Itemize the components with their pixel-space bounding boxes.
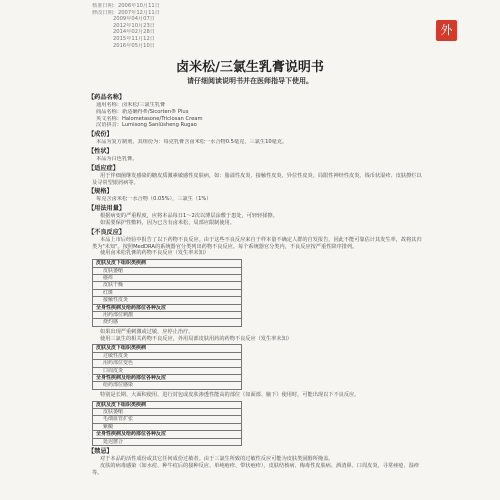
table-row (93, 312, 242, 319)
revision-date: 2015年11月12日 (113, 35, 155, 42)
revision-dates (92, 3, 242, 49)
table-item-cell: 毛细血管扩张 (93, 416, 242, 423)
revision-date: 2016年05月10日 (113, 42, 155, 49)
adverse-reaction-table (92, 259, 242, 327)
table-item-cell: 过敏性皮炎 (93, 352, 242, 359)
section-heading: 【禁忌】 (88, 448, 113, 456)
table-item-cell: 皮肤萎缩 (93, 409, 242, 416)
section-text: 本品为复方制剂，其组份为：每克乳膏含卤米松一水合物0.5毫克，三氯生10毫克。 (96, 139, 288, 146)
table-row (93, 282, 242, 289)
table-item-cell: 用药部位变色 (93, 360, 242, 367)
revision-date: 核准日期：2006年10月11日 (92, 3, 160, 9)
table-row (93, 267, 242, 274)
table-row (93, 297, 242, 304)
table-row (93, 304, 242, 311)
section-text: 本品上市后经验中报告了以下药物不良反应。由于这些不良反应来自于样本量不确定人群的自发报告，因此不能可靠估计其发生率，故将其归类为"未知"。按照MedDRA的系统器官分类列出药物不良反应。每个系统器官分类内，不良反应按严重性降序排列。 (92, 236, 422, 250)
revision-date: 2014年02月28日 (113, 29, 155, 36)
table-row (93, 375, 242, 382)
section-heading: 【药品名称】 (88, 94, 126, 101)
section-text: 如需要保护性敷料，因为已含有卤米松，局部应限制使用。 (100, 219, 235, 226)
section-text: 本品为白色乳膏。 (96, 155, 138, 162)
table-row (93, 382, 242, 389)
document-subtitle: 请仔细阅读说明书并在医师指导下使用。 (187, 77, 313, 85)
table-row (93, 409, 242, 416)
section-text: 英文名称：Halometasone/Triclosan Cream (96, 115, 203, 122)
section-heading: 【不良反应】 (88, 228, 126, 236)
section-heading: 【性状】 (88, 147, 113, 155)
section-text: 根据病变的严重程度，应将本品每日1～2次以薄层涂敷于患处，可轻轻揉擦。 (100, 213, 278, 220)
section-text: 使用三氯生的相关药物不良反应，外用局部皮肤用药的药物不良反应（发生率未知） (100, 335, 292, 342)
revision-date: 2012年10月23日 (113, 22, 155, 29)
table-row (93, 438, 242, 445)
table-row (93, 319, 242, 326)
document-body (88, 92, 422, 476)
table-item-cell: 烧灼感 (93, 319, 242, 326)
table-item-cell: 用药部位刺激 (93, 312, 242, 319)
adverse-reaction-table (92, 401, 242, 446)
table-row (93, 401, 242, 408)
section-text: 汉语拼音：Lumisong Sanlüsheng Rugao (96, 122, 197, 129)
section-text: 每克含卤米松一水合物（0.05%），三氯生（1%） (96, 196, 212, 203)
table-category-cell: 皮肤及皮下组织类疾病 (93, 401, 242, 408)
table-category-cell: 全身性疾病及给药部位各种反应 (93, 375, 242, 382)
table-row (93, 431, 242, 438)
section-text: 皮肤的病毒感染（如水痘、种牛痘后的接种反应、单纯疱疹、带状疱疹），皮肤结核病、梅毒性皮肤病、酒渣鼻、口周皮炎、寻常痤疮、湿疹等。 (92, 462, 420, 476)
revision-date: 修改日期：2007年12月11日 (92, 9, 160, 16)
table-row (93, 345, 242, 352)
table-row (93, 352, 242, 359)
section-text: 对于本品的活性成份或其它任何成份过敏者。由于三氯生所致的过敏性反应可能为皮肤类固醇所掩盖。 (100, 456, 334, 463)
table-row (93, 289, 242, 296)
table-category-cell: 全身性疾病及给药部位各种反应 (93, 304, 242, 311)
section-heading: 【用法用量】 (88, 205, 126, 213)
section-text: 商品名称：新适确得®/Sicorten® Plus (96, 108, 189, 115)
section-text: 如果出现严重刺激或过敏，应停止治疗。 (100, 328, 194, 335)
table-item-cell: 皮肤干燥 (93, 282, 242, 289)
table-item-cell: 皮肤萎缩 (93, 267, 242, 274)
table-item-cell: 瘙痒 (93, 274, 242, 281)
section-heading: 【成份】 (88, 131, 113, 139)
section-text: 用于伴细菌继发感染的糖皮质激素敏感性皮肤病，如：脂溢性皮炎、接触性皮炎、异位性皮炎、局限性神经性皮炎、钱币状湿疹、皮肤擦烂以及寻常型银屑病等。 (92, 172, 422, 186)
table-row (93, 423, 242, 430)
table-item-cell: 延迟愈合 (93, 438, 242, 445)
table-category-cell: 皮肤及皮下组织类疾病 (93, 260, 242, 267)
table-row (93, 416, 242, 423)
adverse-reaction-table (92, 344, 242, 389)
table-item-cell: 紫癜 (93, 423, 242, 430)
table-item-cell: 给药部位感染 (93, 382, 242, 389)
table-item-cell: 接触性皮炎 (93, 297, 242, 304)
section-text: 使用卤米松乳膏的药物不良反应（发生率未知） (100, 250, 209, 257)
revision-date: 2009年04月07日 (113, 16, 155, 23)
table-row (93, 260, 242, 267)
section-text: 特别是长期、大面积使用、进行封包或皮肤渗透性能高的部位（如面部、腋下）使用时，可能出现以下不良反应。 (100, 391, 360, 398)
table-row (93, 360, 242, 367)
table-item-cell: 口周皮炎 (93, 367, 242, 374)
section-heading: 【适应症】 (88, 164, 119, 172)
table-item-cell: 红斑 (93, 289, 242, 296)
table-category-cell: 皮肤及皮下组织类疾病 (93, 345, 242, 352)
external-use-stamp: 外 (436, 20, 457, 41)
document-title: 卤米松/三氯生乳膏说明书 (176, 60, 324, 75)
section-text: 通用名称：卤米松/三氯生乳膏 (96, 102, 166, 108)
section-heading: 【规格】 (88, 188, 113, 196)
table-row (93, 274, 242, 281)
table-row (93, 367, 242, 374)
table-category-cell: 全身性疾病及给药部位各种反应 (93, 431, 242, 438)
